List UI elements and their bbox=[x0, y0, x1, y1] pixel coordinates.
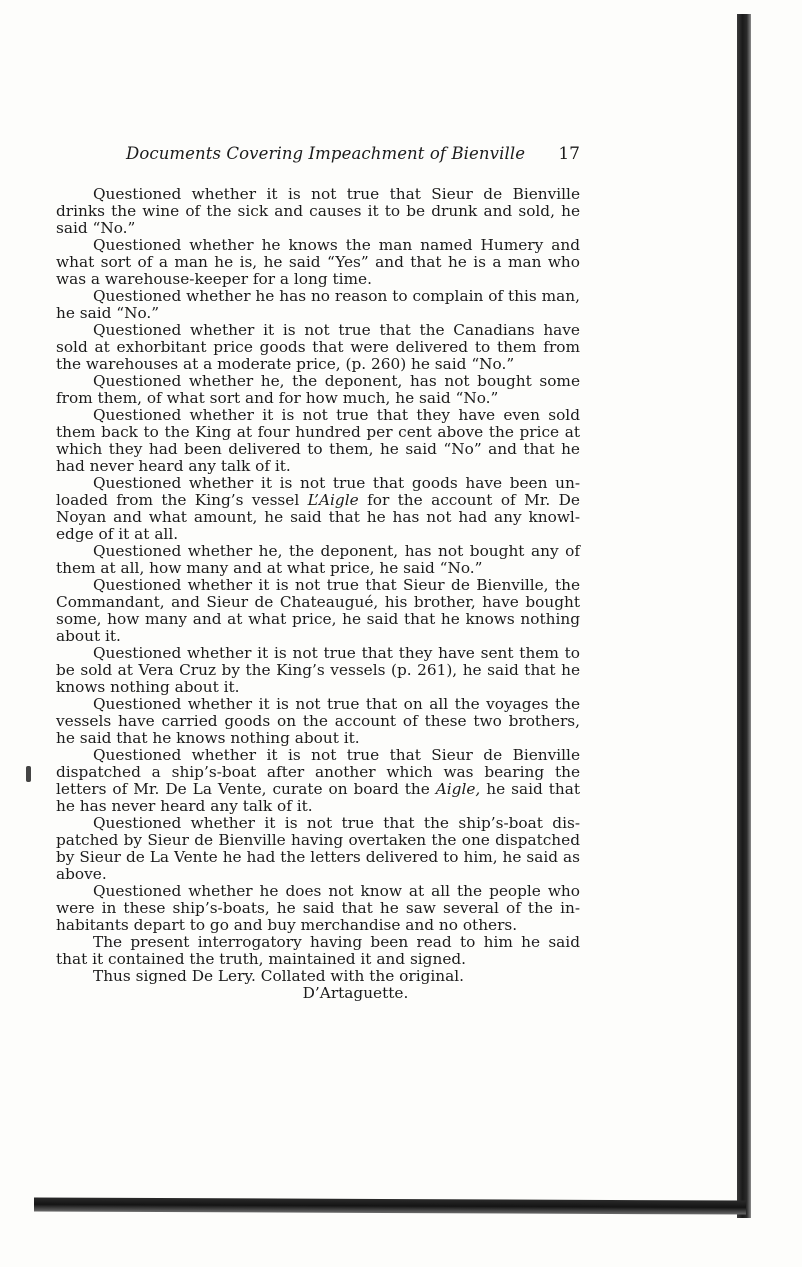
paragraph: Questioned whether he, the deponent, has not bought some from them, of what sort and for how much, he said “No.” bbox=[56, 372, 580, 407]
paragraph: Questioned whether he has no reason to complain of this man, he said “No.” bbox=[56, 287, 580, 322]
paragraph: Questioned whether it is not true that Sieur de Bienville drinks the wine of the sick and causes it to be drunk and sold, he said “No.” bbox=[56, 185, 580, 237]
signature: D’Artaguette. bbox=[302, 984, 409, 1002]
paragraph: Questioned whether it is not true that the Canadians have sold at exhorbitant price goods that were delivered to them from the warehouses at a moderate price, (p. 260) he said “No.” bbox=[56, 321, 580, 373]
paragraph: Questioned whether it is not true that on all the voyages the vessels have carried goods on the account of these two brothers, he said that he knows nothing about it. bbox=[56, 695, 580, 747]
running-title: Documents Covering Impeachment of Bienville bbox=[126, 144, 526, 163]
page-number: 17 bbox=[558, 144, 580, 164]
paragraph: Questioned whether it is not true that goods have been unloaded from the King’s vessel L’Aigle for the account of Mr. De Noyan and what amount, he said that he has not had any knowledge of it at all. bbox=[56, 474, 580, 543]
page-edge-right bbox=[737, 14, 751, 1218]
running-head bbox=[56, 144, 580, 170]
page-edge-bottom bbox=[34, 1197, 746, 1214]
paragraph: Thus signed De Lery. Collated with the original. bbox=[93, 967, 465, 985]
paragraph: Questioned whether he knows the man named Humery and what sort of a man he is, he said “Yes” and that he is a man who was a warehouse-keeper for a long time. bbox=[56, 236, 580, 288]
paragraph: Questioned whether it is not true that they have sent them to be sold at Vera Cruz by the King’s vessels (p. 261), he said that he knows nothing about it. bbox=[56, 644, 580, 696]
paragraph: Questioned whether it is not true that they have even sold them back to the King at four hundred per cent above the price at which they had been delivered to them, he said “No” and that he had never heard any talk of it. bbox=[56, 406, 580, 475]
paragraph: Questioned whether it is not true that the ship’s-boat dispatched by Sieur de Bienville having overtaken the one dispatched by Sieur de La Vente he had the letters delivered to him, he said as above. bbox=[56, 814, 580, 883]
paragraph: Questioned whether it is not true that Sieur de Bienville dispatched a ship’s-boat after another which was bearing the letters of Mr. De La Vente, curate on board the Aigle, he said that he has never heard any talk of it. bbox=[56, 746, 581, 815]
paragraph: Questioned whether he, the deponent, has not bought any of them at all, how many and at what price, he said “No.” bbox=[56, 542, 580, 577]
ship-name-italic: Aigle, bbox=[435, 780, 481, 798]
text-body bbox=[56, 186, 580, 1002]
scan-mark bbox=[26, 766, 31, 782]
paragraph: The present interrogatory having been read to him he said that it contained the truth, maintained it and signed. bbox=[56, 933, 580, 968]
paragraph: Questioned whether he does not know at all the people who were in these ship’s-boats, he said that he saw several of the inhabitants depart to go and buy merchandise and no others. bbox=[56, 882, 580, 934]
paragraph: Questioned whether it is not true that Sieur de Bienville, the Commandant, and Sieur de Chateaugué, his brother, have bought some, how many and at what price, he said that he knows nothing about it. bbox=[56, 576, 580, 645]
ship-name-italic: L’Aigle bbox=[307, 491, 359, 509]
